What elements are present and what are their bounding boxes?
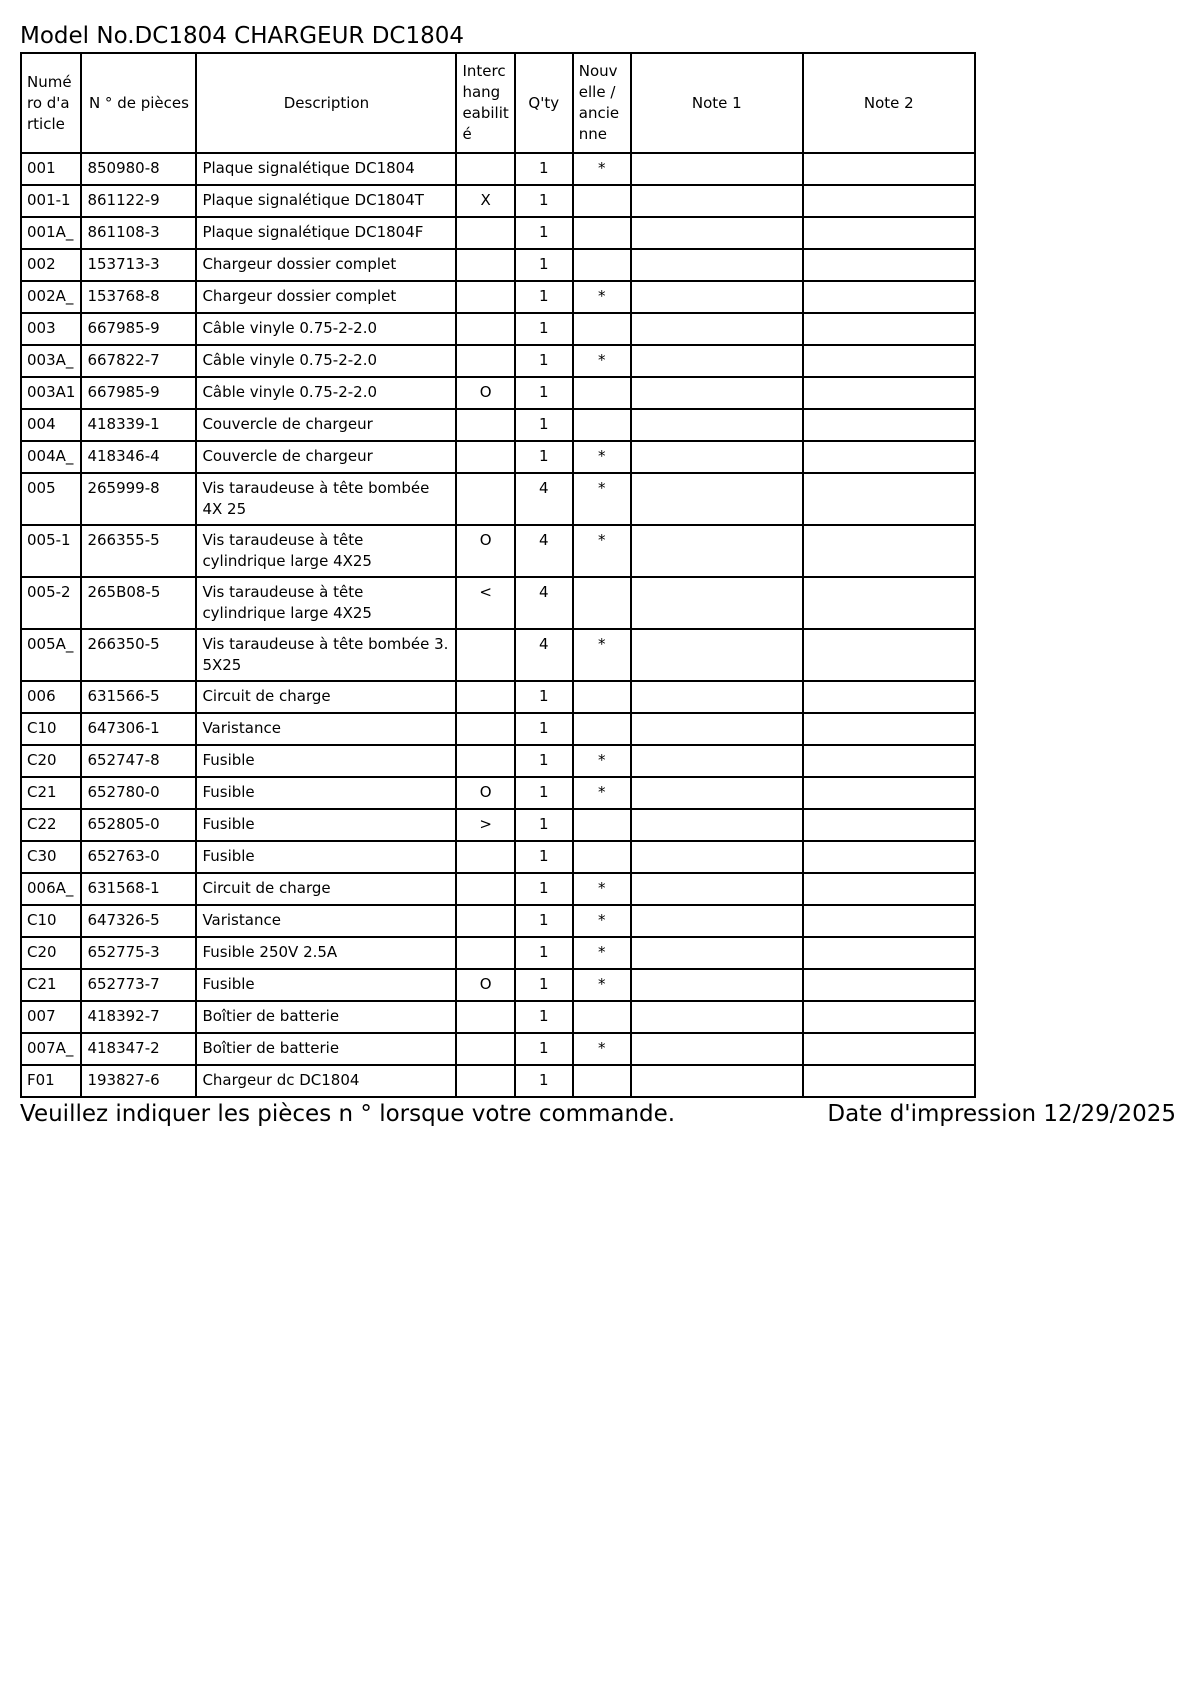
- cell-quantity: 4: [515, 629, 573, 681]
- cell-item-number: 006A_: [21, 873, 81, 905]
- cell-item-number: C21: [21, 777, 81, 809]
- cell-note-2: [803, 577, 975, 629]
- cell-interchangeability: [456, 345, 514, 377]
- table-row: [21, 409, 975, 441]
- cell-description: Fusible: [196, 969, 456, 1001]
- cell-note-2: [803, 809, 975, 841]
- cell-note-1: [631, 377, 803, 409]
- cell-note-1: [631, 1001, 803, 1033]
- cell-interchangeability: [456, 841, 514, 873]
- cell-description: Plaque signalétique DC1804T: [196, 185, 456, 217]
- cell-part-number: 266355-5: [81, 525, 196, 577]
- cell-interchangeability: X: [456, 185, 514, 217]
- cell-quantity: 4: [515, 473, 573, 525]
- cell-note-2: [803, 841, 975, 873]
- cell-note-1: [631, 905, 803, 937]
- footer-print-date: Date d'impression 12/29/2025: [827, 1101, 1176, 1127]
- cell-item-number: 002A_: [21, 281, 81, 313]
- cell-quantity: 1: [515, 377, 573, 409]
- cell-part-number: 652805-0: [81, 809, 196, 841]
- table-row: [21, 809, 975, 841]
- cell-part-number: 265999-8: [81, 473, 196, 525]
- cell-new-old: [573, 185, 631, 217]
- cell-note-1: [631, 1065, 803, 1097]
- cell-quantity: 1: [515, 1033, 573, 1065]
- cell-interchangeability: >: [456, 809, 514, 841]
- cell-part-number: 418339-1: [81, 409, 196, 441]
- cell-item-number: 003A_: [21, 345, 81, 377]
- cell-quantity: 1: [515, 1001, 573, 1033]
- cell-description: Couvercle de chargeur: [196, 441, 456, 473]
- cell-note-1: [631, 577, 803, 629]
- cell-item-number: C10: [21, 713, 81, 745]
- cell-description: Chargeur dossier complet: [196, 249, 456, 281]
- cell-part-number: 266350-5: [81, 629, 196, 681]
- cell-interchangeability: [456, 713, 514, 745]
- cell-new-old: [573, 841, 631, 873]
- table-row: [21, 777, 975, 809]
- table-row: [21, 629, 975, 681]
- cell-quantity: 1: [515, 153, 573, 185]
- cell-item-number: 005-2: [21, 577, 81, 629]
- cell-interchangeability: O: [456, 525, 514, 577]
- cell-note-2: [803, 1001, 975, 1033]
- cell-note-1: [631, 313, 803, 345]
- cell-note-2: [803, 217, 975, 249]
- cell-note-1: [631, 873, 803, 905]
- cell-description: Câble vinyle 0.75-2-2.0: [196, 377, 456, 409]
- cell-note-2: [803, 185, 975, 217]
- cell-new-old: [573, 409, 631, 441]
- table-row: [21, 249, 975, 281]
- cell-item-number: 003: [21, 313, 81, 345]
- cell-note-1: [631, 681, 803, 713]
- table-row: [21, 873, 975, 905]
- cell-note-2: [803, 525, 975, 577]
- cell-description: Câble vinyle 0.75-2-2.0: [196, 313, 456, 345]
- cell-new-old: [573, 713, 631, 745]
- cell-note-1: [631, 153, 803, 185]
- cell-description: Vis taraudeuse à tête bombée 3. 5X25: [196, 629, 456, 681]
- cell-note-2: [803, 1033, 975, 1065]
- cell-part-number: 850980-8: [81, 153, 196, 185]
- parts-table: [20, 52, 976, 1098]
- cell-note-1: [631, 745, 803, 777]
- cell-quantity: 4: [515, 577, 573, 629]
- cell-description: Vis taraudeuse à tête bombée 4X 25: [196, 473, 456, 525]
- cell-interchangeability: [456, 1033, 514, 1065]
- cell-item-number: C20: [21, 937, 81, 969]
- cell-part-number: 631568-1: [81, 873, 196, 905]
- table-row: [21, 441, 975, 473]
- cell-new-old: *: [573, 473, 631, 525]
- table-row: [21, 313, 975, 345]
- cell-description: Varistance: [196, 905, 456, 937]
- cell-note-2: [803, 969, 975, 1001]
- cell-new-old: [573, 1065, 631, 1097]
- cell-interchangeability: [456, 217, 514, 249]
- table-row: [21, 841, 975, 873]
- cell-note-2: [803, 905, 975, 937]
- cell-new-old: *: [573, 937, 631, 969]
- cell-item-number: C21: [21, 969, 81, 1001]
- table-row: [21, 217, 975, 249]
- cell-description: Plaque signalétique DC1804F: [196, 217, 456, 249]
- cell-quantity: 1: [515, 1065, 573, 1097]
- cell-item-number: C30: [21, 841, 81, 873]
- cell-part-number: 418346-4: [81, 441, 196, 473]
- cell-description: Varistance: [196, 713, 456, 745]
- table-row: [21, 745, 975, 777]
- cell-note-1: [631, 473, 803, 525]
- cell-new-old: *: [573, 1033, 631, 1065]
- cell-new-old: [573, 217, 631, 249]
- cell-new-old: *: [573, 153, 631, 185]
- cell-quantity: 1: [515, 777, 573, 809]
- cell-new-old: [573, 377, 631, 409]
- cell-note-2: [803, 249, 975, 281]
- header-description: Description: [196, 53, 456, 153]
- cell-item-number: 005: [21, 473, 81, 525]
- cell-interchangeability: O: [456, 969, 514, 1001]
- cell-note-2: [803, 873, 975, 905]
- cell-part-number: 265B08-5: [81, 577, 196, 629]
- cell-item-number: 001-1: [21, 185, 81, 217]
- cell-interchangeability: [456, 873, 514, 905]
- cell-quantity: 1: [515, 841, 573, 873]
- cell-item-number: 005A_: [21, 629, 81, 681]
- cell-interchangeability: [456, 629, 514, 681]
- cell-description: Boîtier de batterie: [196, 1033, 456, 1065]
- cell-new-old: *: [573, 441, 631, 473]
- cell-description: Boîtier de batterie: [196, 1001, 456, 1033]
- cell-description: Fusible 250V 2.5A: [196, 937, 456, 969]
- cell-description: Fusible: [196, 777, 456, 809]
- cell-quantity: 1: [515, 185, 573, 217]
- cell-note-1: [631, 937, 803, 969]
- cell-note-2: [803, 345, 975, 377]
- cell-note-2: [803, 1065, 975, 1097]
- cell-new-old: *: [573, 905, 631, 937]
- cell-new-old: *: [573, 777, 631, 809]
- cell-quantity: 1: [515, 969, 573, 1001]
- header-item-number: Numé ro d'a rticle: [21, 53, 81, 153]
- cell-note-2: [803, 441, 975, 473]
- cell-part-number: 652763-0: [81, 841, 196, 873]
- cell-quantity: 1: [515, 873, 573, 905]
- cell-part-number: 418347-2: [81, 1033, 196, 1065]
- header-note-1: Note 1: [631, 53, 803, 153]
- cell-new-old: *: [573, 873, 631, 905]
- cell-new-old: *: [573, 629, 631, 681]
- cell-quantity: 1: [515, 281, 573, 313]
- table-row: [21, 1001, 975, 1033]
- cell-description: Chargeur dc DC1804: [196, 1065, 456, 1097]
- cell-description: Vis taraudeuse à tête cylindrique large 4X25: [196, 525, 456, 577]
- header-new-old: Nouv elle / ancie nne: [573, 53, 631, 153]
- cell-quantity: 1: [515, 441, 573, 473]
- cell-new-old: [573, 1001, 631, 1033]
- cell-note-1: [631, 629, 803, 681]
- cell-quantity: 1: [515, 905, 573, 937]
- cell-new-old: *: [573, 281, 631, 313]
- cell-interchangeability: [456, 409, 514, 441]
- cell-new-old: *: [573, 345, 631, 377]
- cell-note-2: [803, 745, 975, 777]
- table-row: [21, 281, 975, 313]
- cell-part-number: 153768-8: [81, 281, 196, 313]
- cell-description: Fusible: [196, 841, 456, 873]
- cell-note-1: [631, 249, 803, 281]
- cell-quantity: 1: [515, 313, 573, 345]
- cell-description: Chargeur dossier complet: [196, 281, 456, 313]
- cell-note-1: [631, 409, 803, 441]
- header-interchangeability: Interc hang eabilit é: [456, 53, 514, 153]
- cell-quantity: 1: [515, 809, 573, 841]
- cell-interchangeability: O: [456, 377, 514, 409]
- table-row: [21, 185, 975, 217]
- cell-description: Vis taraudeuse à tête cylindrique large 4X25: [196, 577, 456, 629]
- cell-interchangeability: [456, 1001, 514, 1033]
- cell-item-number: 006: [21, 681, 81, 713]
- cell-note-2: [803, 713, 975, 745]
- cell-note-1: [631, 185, 803, 217]
- cell-note-1: [631, 809, 803, 841]
- cell-item-number: 003A1: [21, 377, 81, 409]
- cell-part-number: 647326-5: [81, 905, 196, 937]
- header-note-2: Note 2: [803, 53, 975, 153]
- cell-item-number: F01: [21, 1065, 81, 1097]
- cell-note-1: [631, 969, 803, 1001]
- cell-note-1: [631, 713, 803, 745]
- table-row: [21, 905, 975, 937]
- cell-interchangeability: [456, 905, 514, 937]
- cell-new-old: *: [573, 745, 631, 777]
- cell-part-number: 861122-9: [81, 185, 196, 217]
- cell-part-number: 652747-8: [81, 745, 196, 777]
- cell-part-number: 418392-7: [81, 1001, 196, 1033]
- cell-interchangeability: [456, 153, 514, 185]
- cell-quantity: 1: [515, 249, 573, 281]
- cell-new-old: [573, 577, 631, 629]
- cell-note-2: [803, 409, 975, 441]
- cell-note-2: [803, 313, 975, 345]
- cell-note-1: [631, 441, 803, 473]
- table-row: [21, 681, 975, 713]
- cell-item-number: 007A_: [21, 1033, 81, 1065]
- cell-description: Câble vinyle 0.75-2-2.0: [196, 345, 456, 377]
- table-header-row: [21, 53, 975, 153]
- cell-note-2: [803, 777, 975, 809]
- cell-description: Circuit de charge: [196, 873, 456, 905]
- table-row: [21, 577, 975, 629]
- cell-item-number: 005-1: [21, 525, 81, 577]
- cell-part-number: 652775-3: [81, 937, 196, 969]
- cell-note-2: [803, 937, 975, 969]
- cell-item-number: C20: [21, 745, 81, 777]
- header-quantity: Q'ty: [515, 53, 573, 153]
- cell-quantity: 1: [515, 681, 573, 713]
- cell-part-number: 631566-5: [81, 681, 196, 713]
- cell-new-old: [573, 809, 631, 841]
- cell-description: Fusible: [196, 809, 456, 841]
- cell-note-1: [631, 217, 803, 249]
- cell-item-number: 004: [21, 409, 81, 441]
- table-row: [21, 525, 975, 577]
- header-part-number: N ° de pièces: [81, 53, 196, 153]
- cell-item-number: 002: [21, 249, 81, 281]
- cell-part-number: 667985-9: [81, 313, 196, 345]
- cell-item-number: 004A_: [21, 441, 81, 473]
- cell-description: Plaque signalétique DC1804: [196, 153, 456, 185]
- cell-new-old: [573, 249, 631, 281]
- cell-interchangeability: [456, 249, 514, 281]
- cell-interchangeability: [456, 681, 514, 713]
- cell-note-1: [631, 1033, 803, 1065]
- cell-interchangeability: [456, 473, 514, 525]
- cell-interchangeability: [456, 281, 514, 313]
- cell-part-number: 193827-6: [81, 1065, 196, 1097]
- table-row: [21, 713, 975, 745]
- cell-description: Couvercle de chargeur: [196, 409, 456, 441]
- cell-interchangeability: [456, 745, 514, 777]
- cell-description: Circuit de charge: [196, 681, 456, 713]
- cell-quantity: 1: [515, 409, 573, 441]
- cell-part-number: 652780-0: [81, 777, 196, 809]
- cell-interchangeability: [456, 313, 514, 345]
- cell-interchangeability: <: [456, 577, 514, 629]
- cell-quantity: 1: [515, 745, 573, 777]
- cell-interchangeability: [456, 937, 514, 969]
- cell-note-2: [803, 281, 975, 313]
- cell-note-2: [803, 473, 975, 525]
- cell-item-number: C22: [21, 809, 81, 841]
- cell-item-number: 001: [21, 153, 81, 185]
- cell-quantity: 1: [515, 713, 573, 745]
- cell-note-2: [803, 681, 975, 713]
- cell-new-old: [573, 313, 631, 345]
- cell-quantity: 1: [515, 217, 573, 249]
- cell-note-1: [631, 281, 803, 313]
- table-row: [21, 473, 975, 525]
- cell-note-2: [803, 153, 975, 185]
- cell-item-number: 001A_: [21, 217, 81, 249]
- page-title: Model No.DC1804 CHARGEUR DC1804: [20, 23, 465, 49]
- footer-order-note: Veuillez indiquer les pièces n ° lorsque votre commande.: [20, 1101, 676, 1127]
- cell-description: Fusible: [196, 745, 456, 777]
- cell-part-number: 647306-1: [81, 713, 196, 745]
- cell-item-number: 007: [21, 1001, 81, 1033]
- cell-interchangeability: [456, 1065, 514, 1097]
- cell-quantity: 4: [515, 525, 573, 577]
- cell-note-2: [803, 629, 975, 681]
- cell-quantity: 1: [515, 345, 573, 377]
- cell-note-2: [803, 377, 975, 409]
- table-row: [21, 937, 975, 969]
- table-row: [21, 969, 975, 1001]
- table-row: [21, 1065, 975, 1097]
- cell-part-number: 153713-3: [81, 249, 196, 281]
- cell-interchangeability: O: [456, 777, 514, 809]
- table-row: [21, 153, 975, 185]
- cell-part-number: 667985-9: [81, 377, 196, 409]
- cell-new-old: *: [573, 969, 631, 1001]
- cell-item-number: C10: [21, 905, 81, 937]
- cell-quantity: 1: [515, 937, 573, 969]
- cell-note-1: [631, 345, 803, 377]
- table-row: [21, 1033, 975, 1065]
- cell-part-number: 861108-3: [81, 217, 196, 249]
- cell-note-1: [631, 777, 803, 809]
- cell-new-old: [573, 681, 631, 713]
- parts-table-body: [21, 153, 975, 1097]
- table-row: [21, 377, 975, 409]
- cell-part-number: 652773-7: [81, 969, 196, 1001]
- cell-note-1: [631, 841, 803, 873]
- cell-part-number: 667822-7: [81, 345, 196, 377]
- cell-new-old: *: [573, 525, 631, 577]
- cell-interchangeability: [456, 441, 514, 473]
- table-row: [21, 345, 975, 377]
- cell-note-1: [631, 525, 803, 577]
